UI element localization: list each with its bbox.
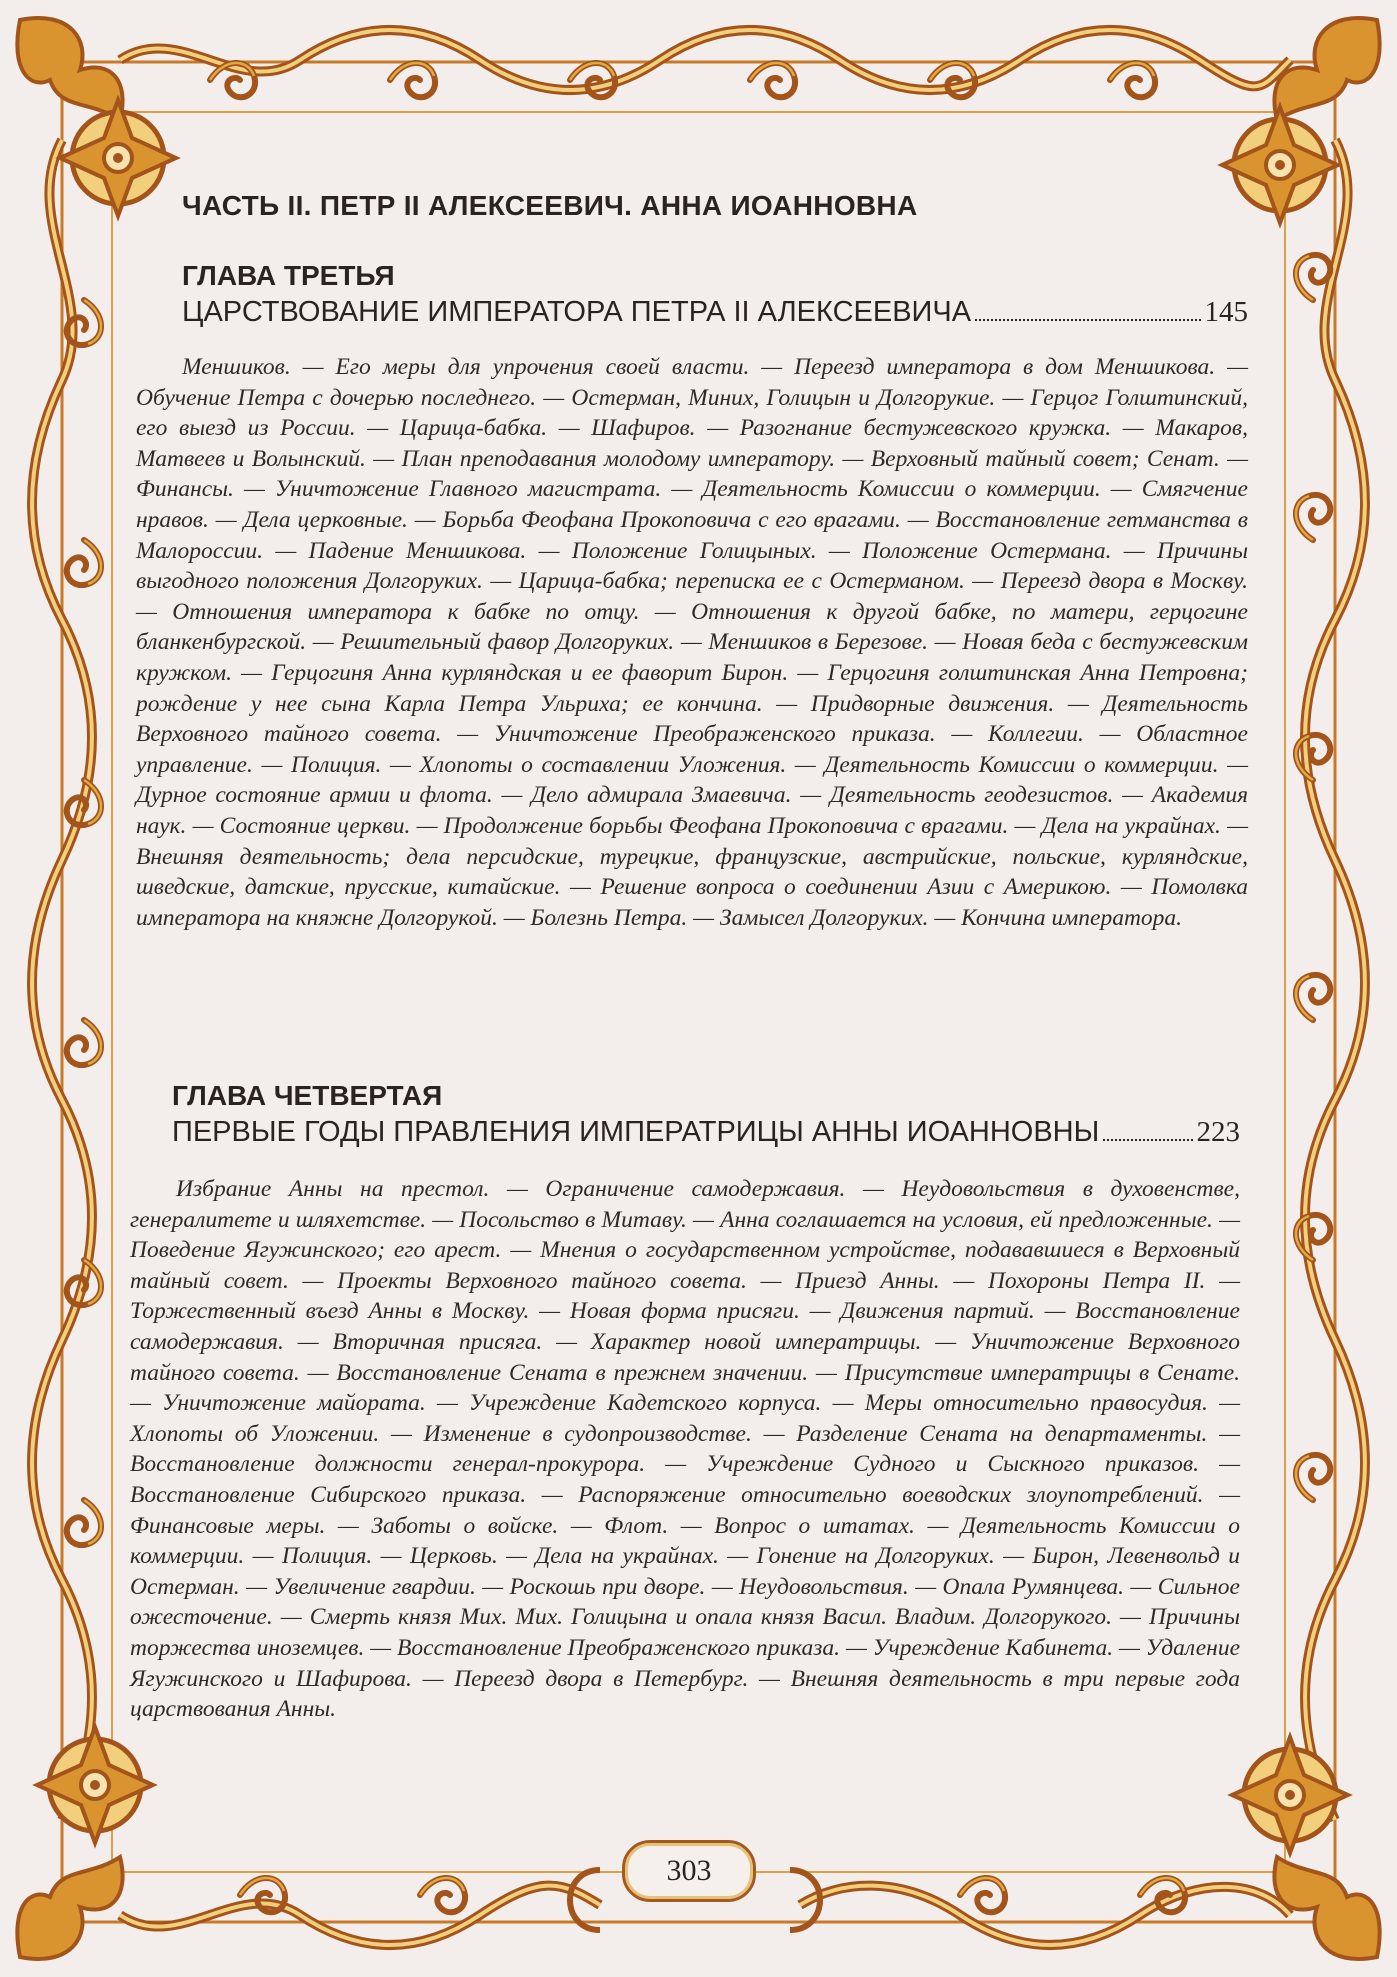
chapter-4-summary: Избрание Анны на престол. — Ограничение самодержавия. — Неудовольствия в духовенстве, генералитете и шляхетстве. — Посольство в Митаву. — Анна соглашается на условия, ей предложенные. — Поведение Ягужинского; его арест. — Мнения о государственном устройстве, подававшиеся в Верховный тайный совет. — Проекты Верховного тайного совета. — Приезд Анны. — Похороны Петра II. — Торжественный въезд Анны в Москву. — Новая форма присяги. — Движения партий. — Восстановление самодержавия. — Вторичная присяга. — Характер новой императрицы. — Уничтожение Верховного тайного совета. — Восстановление Сената в прежнем значении. — Присутствие императрицы в Сенате. — Уничтожение майората. — Учреждение Кадетского корпуса. — Меры относительно правосудия. — Хлопоты об Уложении. — Изменение в судопроизводстве. — Разделение Сената на департаменты. — Восстановление должности генерал-прокурора. — Учреждение Судного и Сыскного приказов. — Восстановление Сибирского приказа. — Распоряжение относительно воеводских злоупотреблений. — Финансовые меры. — Заботы о войске. — Флот. — Вопрос о штатах. — Деятельность Комиссии о коммерции. — Полиция. — Церковь. — Дела на украйнах. — Гонение на Долгоруких. — Бирон, Левенвольд и Остерман. — Увеличение гвардии. — Роскошь при дворе. — Неудовольствия. — Опала Румянцева. — Сильное ожесточение. — Смерть князя Мих. Мих. Голицына и опала князя Васил. Владим. Долгорукого. — Причины торжества иноземцев. — Восстановление Преображенского приказа. — Учреждение Кабинета. — Удаление Ягужинского и Шафирова. — Переезд двора в Петербург. — Внешняя деятельность в три первые года царствования Анны. bbox=[130, 1176, 1240, 1723]
chapter-3-summary: Меншиков. — Его меры для упрочения своей власти. — Переезд императора в дом Меншикова. — Обучение Петра с дочерью последнего. — Остерман, Миних, Голицын и Долгорукие. — Герцог Голштинский, его выезд из России. — Царица-бабка. — Шафиров. — Разогнание бестужевского кружка. — Макаров, Матвеев и Волынский. — План преподавания молодому императору. — Верховный тайный совет; Сенат. — Финансы. — Уничтожение Главного магистрата. — Деятельность Комиссии о коммерции. — Смягчение нравов. — Дела церковные. — Борьба Феофана Прокоповича с его врагами. — Восстановление гетманства в Малороссии. — Падение Меншикова. — Положение Голицыных. — Положение Остермана. — Причины выгодного положения Долгоруких. — Царица-бабка; переписка ее с Остерманом. — Переезд двора в Москву. — Отношения императора к бабке по отцу. — Отношения к другой бабке, по матери, герцогине бланкенбургской. — Решительный фавор Долгоруких. — Меншиков в Березове. — Новая беда с бестужевским кружком. — Герцогиня Анна курляндская и ее фаворит Бирон. — Герцогиня голштинская Анна Петровна; рождение у нее сына Карла Петра Ульриха; ее кончина. — Придворные движения. — Деятельность Верховного тайного совета. — Уничтожение Преображенского приказа. — Коллегии. — Областное управление. — Полиция. — Хлопоты о составлении Уложения. — Деятельность Комиссии о коммерции. — Дурное состояние армии и флота. — Дело адмирала Змаевича. — Деятельность геодезистов. — Академия наук. — Состояние церкви. — Продолжение борьбы Феофана Прокоповича с врагами. — Дела на украйнах. — Внешняя деятельность; дела персидские, турецкие, французские, австрийские, польские, курляндские, шведские, датские, прусские, китайские. — Решение вопроса о соединении Азии с Америкою. — Помолвка императора на княжне Долгорукой. — Болезнь Петра. — Замысел Долгоруких. — Кончина императора. bbox=[136, 354, 1248, 931]
chapter-3-heading: ГЛАВА ТРЕТЬЯ bbox=[182, 260, 395, 291]
rosette-top-left bbox=[60, 100, 176, 216]
chapter-3-page-number: 145 bbox=[1204, 296, 1248, 328]
corner-fleur-bottom-left bbox=[17, 1857, 122, 1959]
right-ornament-band bbox=[1296, 140, 1365, 1820]
corner-fleur-top-left bbox=[17, 18, 122, 120]
corner-fleur-top-right bbox=[1274, 18, 1379, 120]
toc-leader-dots bbox=[975, 319, 1200, 321]
chapter-3-title: ЦАРСТВОВАНИЕ ИМПЕРАТОРА ПЕТРА II АЛЕКСЕЕВИЧА bbox=[182, 296, 972, 328]
left-ornament-band bbox=[32, 140, 101, 1820]
chapter-4-page-number: 223 bbox=[1196, 1116, 1240, 1148]
toc-leader-dots bbox=[1103, 1139, 1192, 1141]
chapter-4-toc-entry[interactable] bbox=[172, 1116, 1240, 1149]
corner-fleur-bottom-right bbox=[1274, 1857, 1379, 1959]
rosette-bottom-left bbox=[37, 1727, 153, 1843]
chapter-4-title: ПЕРВЫЕ ГОДЫ ПРАВЛЕНИЯ ИМПЕРАТРИЦЫ АННЫ ИОАННОВНЫ bbox=[172, 1116, 1100, 1148]
part-title: ЧАСТЬ II. ПЕТР II АЛЕКСЕЕВИЧ. АННА ИОАННОВНА bbox=[182, 190, 918, 221]
page-number: 303 bbox=[622, 1840, 756, 1902]
rosette-bottom-right bbox=[1232, 1737, 1348, 1853]
chapter-4-heading: ГЛАВА ЧЕТВЕРТАЯ bbox=[172, 1080, 443, 1111]
rosette-top-right bbox=[1222, 107, 1338, 223]
top-ornament-band bbox=[120, 30, 1290, 97]
chapter-3-toc-entry[interactable] bbox=[182, 296, 1248, 329]
